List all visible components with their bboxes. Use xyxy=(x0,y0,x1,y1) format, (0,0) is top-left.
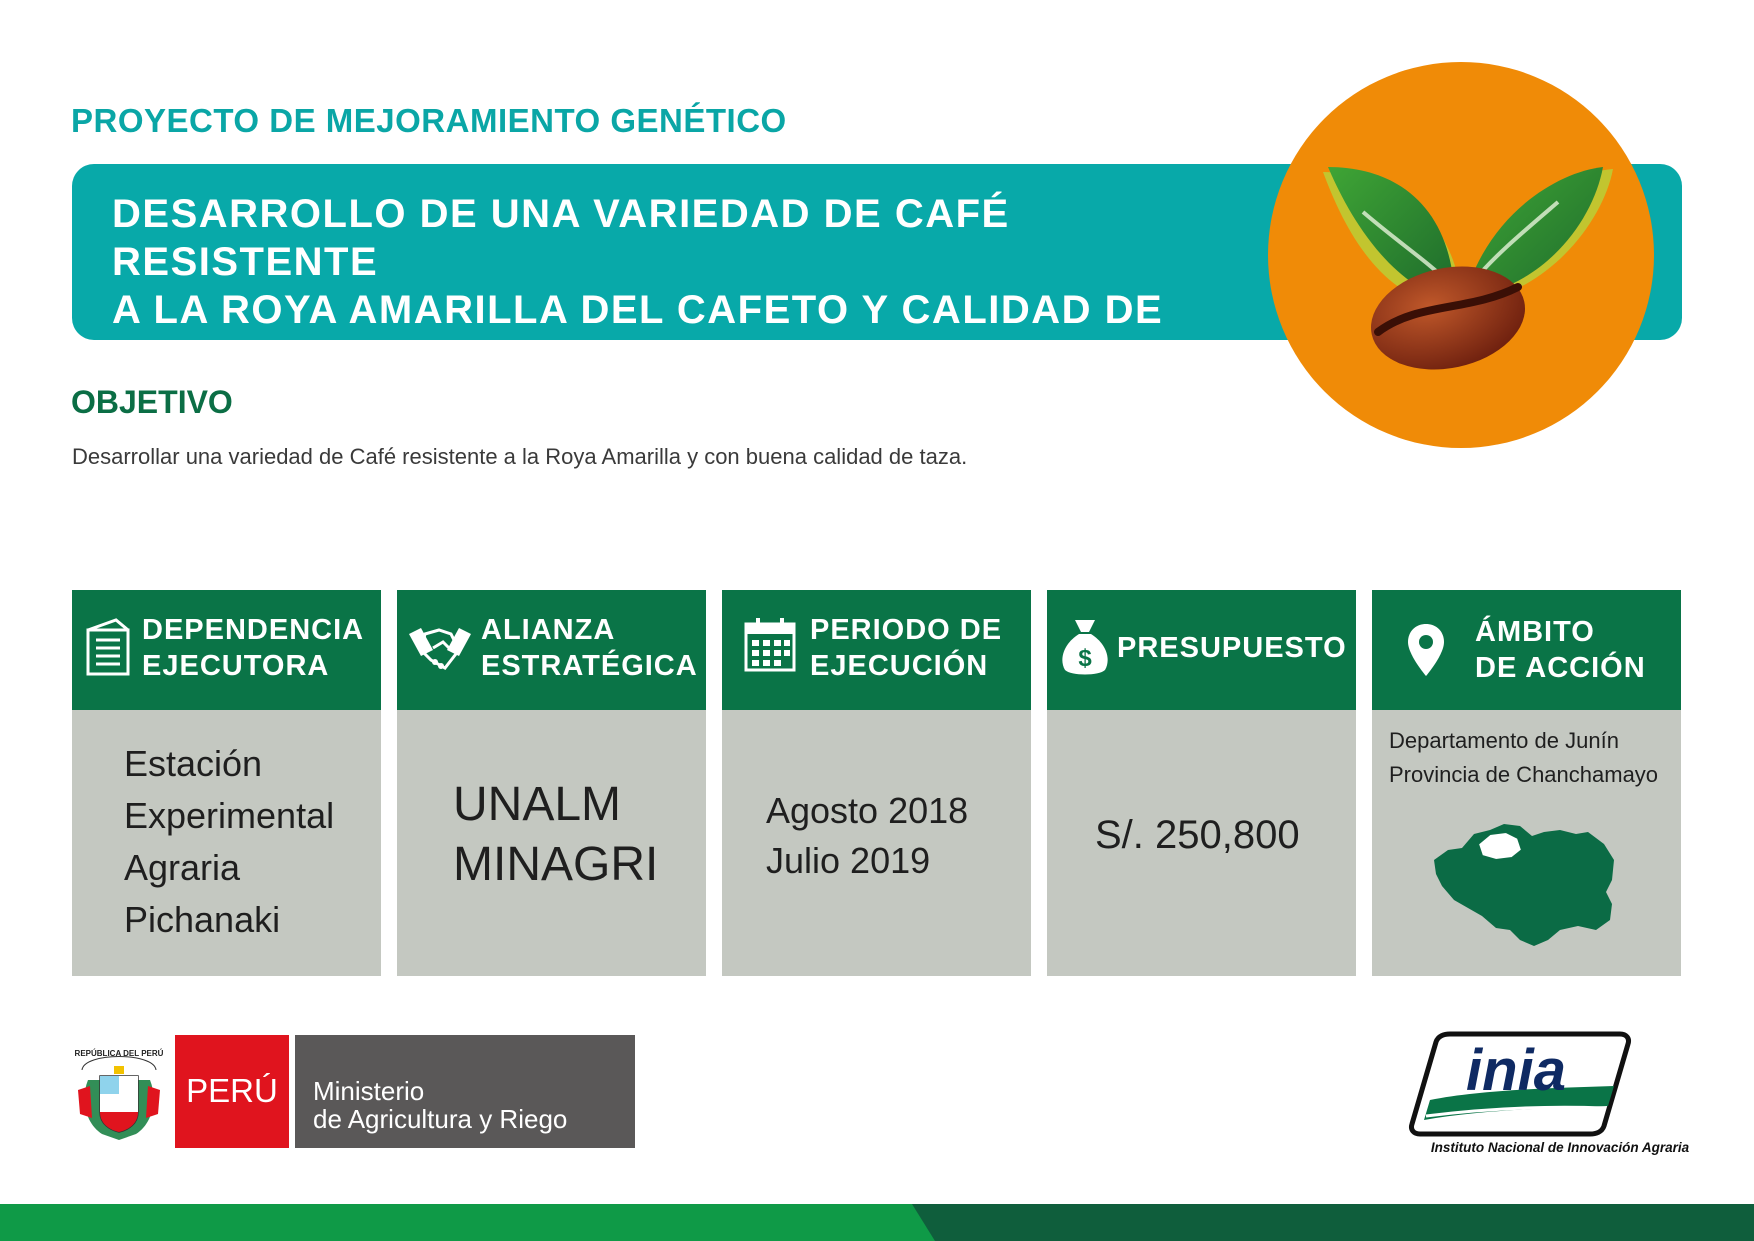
coffee-illustration xyxy=(1268,62,1654,448)
ministry-logo-box xyxy=(295,1035,635,1148)
card-body: Agosto 2018 Julio 2019 xyxy=(766,790,969,881)
card-title: ÁMBITO DE ACCIÓN xyxy=(1475,616,1646,684)
card-header xyxy=(1047,590,1356,710)
card-header xyxy=(72,590,381,710)
inia-caption: Instituto Nacional de Innovación Agraria xyxy=(1430,1140,1690,1155)
card-title: ALIANZA ESTRATÉGICA xyxy=(481,614,698,682)
seal-text: REPÚBLICA DEL PERÚ xyxy=(74,1049,164,1058)
card-body: Departamento de Junín Provincia de Chanchamayo xyxy=(1389,728,1659,787)
handshake-icon xyxy=(407,620,473,676)
card-header xyxy=(722,590,1031,710)
building-icon xyxy=(86,618,130,676)
project-eyebrow: PROYECTO DE MEJORAMIENTO GENÉTICO xyxy=(71,102,787,139)
card-title: PRESUPUESTO xyxy=(1117,632,1347,664)
project-title-line1: DESARROLLO DE UNA VARIEDAD DE CAFÉ RESISTENTE xyxy=(112,192,1010,284)
card-title: PERIODO DE EJECUCIÓN xyxy=(810,614,1003,682)
objective-title: OBJETIVO xyxy=(71,384,233,420)
peru-label: PERÚ xyxy=(186,1072,278,1109)
project-title-line2: A LA ROYA AMARILLA DEL CAFETO Y CALIDAD DE TAZA xyxy=(112,288,1164,380)
card-body: UNALM MINAGRI xyxy=(453,778,659,891)
footer-bar xyxy=(0,1204,1754,1241)
money-bag-icon xyxy=(1059,616,1111,676)
ministry-name: Ministerio de Agricultura y Riego xyxy=(313,1076,568,1134)
peru-logo-box xyxy=(175,1035,289,1148)
calendar-icon xyxy=(744,616,796,672)
card-dependencia xyxy=(72,590,381,976)
card-presupuesto xyxy=(1047,590,1356,976)
card-alianza xyxy=(397,590,706,976)
inia-logo-text: inia xyxy=(1466,1038,1566,1103)
card-header xyxy=(397,590,706,710)
card-header xyxy=(1372,590,1681,710)
card-ambito xyxy=(1372,590,1681,976)
svg-text:$: $ xyxy=(1078,645,1092,672)
inia-logo xyxy=(1390,1030,1730,1160)
card-periodo xyxy=(722,590,1031,976)
peru-coat-of-arms-icon xyxy=(74,1040,164,1142)
objective-text: Desarrollar una variedad de Café resistente a la Roya Amarilla y con buena calidad de taza. xyxy=(72,444,968,469)
card-title: DEPENDENCIA EJECUTORA xyxy=(142,614,365,682)
card-body: Estación Experimental Agraria Pichanaki xyxy=(124,743,335,940)
junin-map-icon xyxy=(1428,820,1618,950)
card-body: S/. 250,800 xyxy=(1095,813,1300,857)
project-title xyxy=(112,190,1262,382)
map-pin-icon xyxy=(1406,622,1446,678)
coffee-bean-leaves-icon xyxy=(1268,62,1654,448)
